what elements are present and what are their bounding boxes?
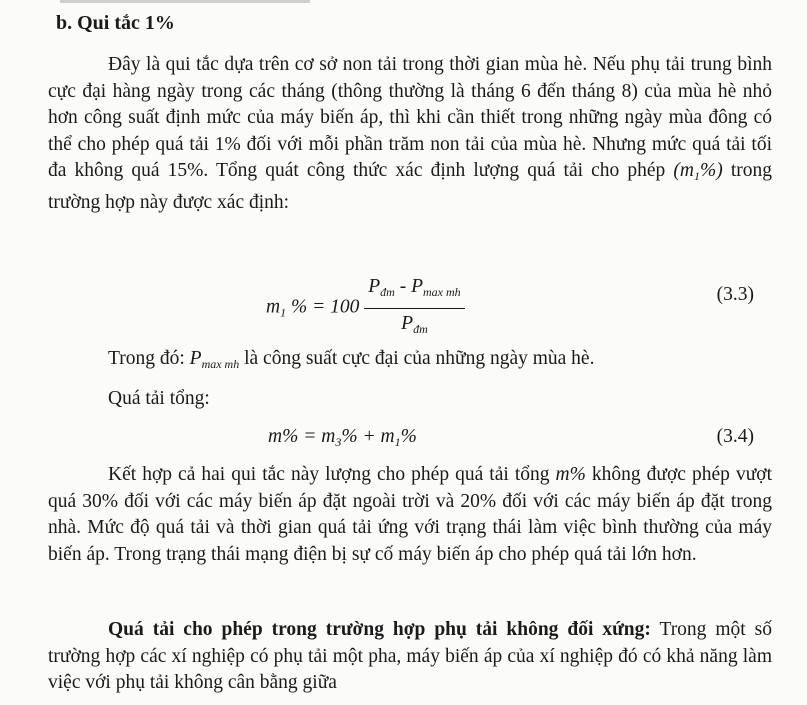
formula-3-4 — [48, 424, 772, 454]
paragraph-where: Trong đó: $P_{max mh}$ là công suất cực đại của những ngày mùa hè. — [108, 348, 595, 371]
inline-variable: $(m_1\%)$ — [673, 160, 723, 183]
paragraph-rule-description — [48, 52, 772, 216]
bold-heading: Quá tải cho phép trong trường hợp phụ tải không đối xứng: — [108, 619, 651, 640]
section-title: b. Qui tắc 1% — [56, 12, 175, 34]
paragraph-text-end: trong trường hợp này được xác định: — [48, 160, 772, 213]
top-rule — [60, 0, 310, 3]
paragraph-text: Đây là qui tắc dựa trên cơ sở non tải trong thời gian mùa hè. Nếu phụ tải trung bình cực đại hàng ngày trong các tháng (thông thường là tháng 6 đến tháng 8) của mùa hè nhỏ hơn công suất định mức của máy biến áp, thì khi cần thiết trong những ngày mùa đông có thể cho phép quá tải 1% đối với mỗi phần trăm non tải của mùa hè. Nhưng mức quá tải tối đa không quá 15%. Tổng quát công thức xác định lượng quá tải cho phép — [48, 54, 772, 181]
paragraph-combined-rules: Kết hợp cả hai qui tắc này lượng cho phép quá tải tổng m% không được phép vượt quá 30% đối với các máy biến áp đặt ngoài trời và 20% đối với các máy biến áp đặt trong nhà. Mức độ quá tải và thời gian quá tải ứng với trạng thái làm việc bình thường của máy biến áp. Trong trạng thái mạng điện bị sự cố máy biến áp cho phép quá tải lớn hơn. — [48, 464, 772, 565]
formula-expression: $m_1$ % = 100 $\frac{P_{đm} - P_{max mh}}{P_{đm}}$ — [266, 274, 465, 342]
paragraph-asymmetric-load: Quá tải cho phép trong trường hợp phụ tải không đối xứng: Trong một số trường hợp các xí nghiệp có phụ tải một pha, máy biến áp của xí nghiệp đó có khả năng làm việc với phụ tải không cân bằng giữa — [48, 619, 772, 693]
fraction-numerator: $P_{đm} - P_{max mh}$ — [364, 274, 464, 309]
equation-number: (3.3) — [716, 284, 754, 305]
equation-number: (3.4) — [716, 426, 754, 447]
formula-expression: $m\% = m_3\% + m_1\%$ — [268, 426, 417, 449]
fraction-denominator: $P_{đm}$ — [401, 312, 428, 336]
paragraph-total-label: Quá tải tổng: — [108, 388, 210, 409]
formula-fraction — [364, 274, 464, 342]
formula-3-3 — [48, 262, 772, 336]
